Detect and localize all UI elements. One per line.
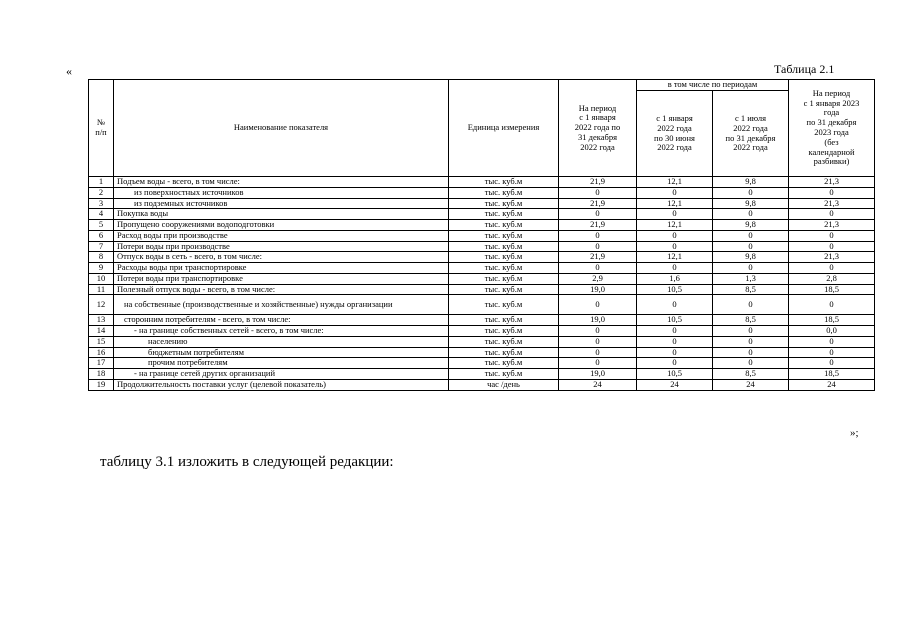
- row-number: 17: [89, 358, 114, 369]
- row-unit: тыс. куб.м: [449, 369, 559, 380]
- row-value-h1-2022: 12,1: [637, 220, 713, 231]
- row-unit: тыс. куб.м: [449, 284, 559, 295]
- row-value-2023: 0: [789, 295, 875, 315]
- row-value-h2-2022: 9,8: [713, 252, 789, 263]
- row-value-2023: 2,8: [789, 273, 875, 284]
- row-number: 1: [89, 177, 114, 188]
- row-value-2023: 0: [789, 241, 875, 252]
- row-value-2022: 19,0: [559, 284, 637, 295]
- row-unit: тыс. куб.м: [449, 326, 559, 337]
- row-value-2022: 21,9: [559, 198, 637, 209]
- row-number: 19: [89, 380, 114, 391]
- row-name: бюджетным потребителям: [114, 347, 449, 358]
- row-number: 3: [89, 198, 114, 209]
- row-value-h1-2022: 12,1: [637, 198, 713, 209]
- row-unit: тыс. куб.м: [449, 220, 559, 231]
- row-unit: тыс. куб.м: [449, 295, 559, 315]
- row-value-2023: 0: [789, 358, 875, 369]
- table-row: [89, 380, 875, 391]
- row-number: 16: [89, 347, 114, 358]
- table-row: [89, 295, 875, 315]
- header-group-periods: в том числе по периодам: [637, 80, 789, 91]
- row-value-2023: 0: [789, 230, 875, 241]
- row-value-2022: 21,9: [559, 177, 637, 188]
- row-value-2023: 18,5: [789, 284, 875, 295]
- header-name: Наименование показателя: [114, 80, 449, 177]
- row-value-h1-2022: 10,5: [637, 315, 713, 326]
- row-value-2023: 0: [789, 209, 875, 220]
- header-unit: Единица измерения: [449, 80, 559, 177]
- row-number: 9: [89, 263, 114, 274]
- row-unit: тыс. куб.м: [449, 347, 559, 358]
- row-value-2023: 0: [789, 336, 875, 347]
- row-value-2022: 0: [559, 326, 637, 337]
- row-unit: тыс. куб.м: [449, 315, 559, 326]
- row-value-2023: 21,3: [789, 198, 875, 209]
- row-number: 6: [89, 230, 114, 241]
- row-value-2023: 21,3: [789, 252, 875, 263]
- table-row: [89, 230, 875, 241]
- row-value-2023: 24: [789, 380, 875, 391]
- row-name: Потери воды при производстве: [114, 241, 449, 252]
- table-row: [89, 315, 875, 326]
- row-value-h2-2022: 0: [713, 295, 789, 315]
- table-row: [89, 369, 875, 380]
- row-value-2022: 0: [559, 230, 637, 241]
- row-name: Расходы воды при транспортировке: [114, 263, 449, 274]
- row-name: Подъем воды - всего, в том числе:: [114, 177, 449, 188]
- table-row: [89, 273, 875, 284]
- table-row: [89, 252, 875, 263]
- row-name: Полезный отпуск воды - всего, в том числе:: [114, 284, 449, 295]
- row-name: Потери воды при транспортировке: [114, 273, 449, 284]
- row-number: 5: [89, 220, 114, 231]
- row-value-2022: 21,9: [559, 220, 637, 231]
- table-row: [89, 198, 875, 209]
- row-value-h2-2022: 0: [713, 336, 789, 347]
- row-number: 4: [89, 209, 114, 220]
- row-unit: тыс. куб.м: [449, 230, 559, 241]
- row-number: 13: [89, 315, 114, 326]
- row-value-h2-2022: 8,5: [713, 284, 789, 295]
- row-name: - на границе сетей других организаций: [114, 369, 449, 380]
- row-unit: тыс. куб.м: [449, 187, 559, 198]
- row-value-2023: 0: [789, 347, 875, 358]
- row-number: 10: [89, 273, 114, 284]
- row-name: на собственные (производственные и хозяйственные) нужды организации: [114, 295, 449, 315]
- row-value-h1-2022: 0: [637, 336, 713, 347]
- row-name: Продолжительность поставки услуг (целевой показатель): [114, 380, 449, 391]
- table-caption: Таблица 2.1: [774, 62, 835, 76]
- instruction-paragraph: таблицу 3.1 изложить в следующей редакции:: [100, 454, 394, 470]
- row-value-2023: 0: [789, 263, 875, 274]
- table-row: [89, 284, 875, 295]
- row-value-2022: 0: [559, 358, 637, 369]
- row-value-2023: 21,3: [789, 220, 875, 231]
- row-value-h1-2022: 0: [637, 187, 713, 198]
- row-value-h1-2022: 0: [637, 263, 713, 274]
- row-unit: тыс. куб.м: [449, 273, 559, 284]
- table-body: [89, 177, 875, 391]
- row-value-2022: 21,9: [559, 252, 637, 263]
- row-name: Отпуск воды в сеть - всего, в том числе:: [114, 252, 449, 263]
- row-unit: тыс. куб.м: [449, 177, 559, 188]
- table-row: [89, 263, 875, 274]
- opening-quote: «: [66, 64, 72, 78]
- row-number: 14: [89, 326, 114, 337]
- row-value-h1-2022: 0: [637, 358, 713, 369]
- row-number: 7: [89, 241, 114, 252]
- row-value-h2-2022: 1,3: [713, 273, 789, 284]
- row-value-2022: 0: [559, 241, 637, 252]
- row-number: 12: [89, 295, 114, 315]
- row-number: 8: [89, 252, 114, 263]
- table-row: [89, 358, 875, 369]
- row-value-2023: 0,0: [789, 326, 875, 337]
- row-value-2022: 19,0: [559, 315, 637, 326]
- header-num: № п/п: [89, 80, 114, 177]
- row-unit: тыс. куб.м: [449, 358, 559, 369]
- table-row: [89, 336, 875, 347]
- row-value-h2-2022: 0: [713, 326, 789, 337]
- row-value-h1-2022: 12,1: [637, 177, 713, 188]
- table-row: [89, 241, 875, 252]
- row-value-h1-2022: 24: [637, 380, 713, 391]
- table-row: [89, 177, 875, 188]
- row-value-h1-2022: 1,6: [637, 273, 713, 284]
- closing-quote: »;: [850, 427, 859, 439]
- table-row: [89, 326, 875, 337]
- row-value-h1-2022: 0: [637, 241, 713, 252]
- row-value-h2-2022: 0: [713, 347, 789, 358]
- row-value-h2-2022: 8,5: [713, 315, 789, 326]
- row-value-h2-2022: 0: [713, 230, 789, 241]
- row-value-h2-2022: 0: [713, 209, 789, 220]
- row-unit: тыс. куб.м: [449, 198, 559, 209]
- row-unit: час /день: [449, 380, 559, 391]
- row-value-h2-2022: 0: [713, 263, 789, 274]
- row-value-2022: 0: [559, 347, 637, 358]
- row-value-h2-2022: 8,5: [713, 369, 789, 380]
- row-name: населению: [114, 336, 449, 347]
- row-value-2023: 21,3: [789, 177, 875, 188]
- row-value-h1-2022: 10,5: [637, 284, 713, 295]
- row-value-2023: 18,5: [789, 369, 875, 380]
- row-value-h1-2022: 0: [637, 347, 713, 358]
- table-row: [89, 220, 875, 231]
- header-half2-2022: с 1 июля 2022 года по 31 декабря 2022 года: [713, 91, 789, 177]
- row-value-h1-2022: 0: [637, 230, 713, 241]
- row-value-2022: 19,0: [559, 369, 637, 380]
- row-value-2022: 0: [559, 209, 637, 220]
- row-name: из подземных источников: [114, 198, 449, 209]
- row-value-2022: 0: [559, 187, 637, 198]
- row-name: Расход воды при производстве: [114, 230, 449, 241]
- row-value-2022: 2,9: [559, 273, 637, 284]
- row-value-2022: 24: [559, 380, 637, 391]
- row-number: 11: [89, 284, 114, 295]
- row-unit: тыс. куб.м: [449, 241, 559, 252]
- row-value-h1-2022: 12,1: [637, 252, 713, 263]
- table-row: [89, 187, 875, 198]
- row-value-2022: 0: [559, 336, 637, 347]
- table-row: [89, 209, 875, 220]
- row-value-h1-2022: 0: [637, 209, 713, 220]
- row-value-h2-2022: 0: [713, 241, 789, 252]
- row-unit: тыс. куб.м: [449, 209, 559, 220]
- row-value-h1-2022: 0: [637, 326, 713, 337]
- header-period-2022: На период с 1 января 2022 года по 31 декабря 2022 года: [559, 80, 637, 177]
- table-row: [89, 347, 875, 358]
- row-value-h1-2022: 10,5: [637, 369, 713, 380]
- row-name: Пропущено сооружениями водоподготовки: [114, 220, 449, 231]
- row-number: 2: [89, 187, 114, 198]
- indicators-table: [88, 79, 875, 391]
- row-value-h2-2022: 9,8: [713, 220, 789, 231]
- row-value-h2-2022: 0: [713, 358, 789, 369]
- row-value-2023: 18,5: [789, 315, 875, 326]
- row-name: сторонним потребителям - всего, в том числе:: [114, 315, 449, 326]
- row-value-h2-2022: 9,8: [713, 198, 789, 209]
- row-value-h2-2022: 0: [713, 187, 789, 198]
- row-value-h2-2022: 24: [713, 380, 789, 391]
- row-number: 15: [89, 336, 114, 347]
- row-value-h2-2022: 9,8: [713, 177, 789, 188]
- header-half1-2022: с 1 января 2022 года по 30 июня 2022 года: [637, 91, 713, 177]
- row-value-h1-2022: 0: [637, 295, 713, 315]
- row-value-2023: 0: [789, 187, 875, 198]
- row-unit: тыс. куб.м: [449, 252, 559, 263]
- row-unit: тыс. куб.м: [449, 263, 559, 274]
- row-unit: тыс. куб.м: [449, 336, 559, 347]
- row-name: прочим потребителям: [114, 358, 449, 369]
- row-value-2022: 0: [559, 263, 637, 274]
- row-number: 18: [89, 369, 114, 380]
- header-period-2023: На период с 1 января 2023 года по 31 декабря 2023 года (без календарной разбивки): [789, 80, 875, 177]
- row-name: - на границе собственных сетей - всего, в том числе:: [114, 326, 449, 337]
- row-name: Покупка воды: [114, 209, 449, 220]
- row-value-2022: 0: [559, 295, 637, 315]
- row-name: из поверхностных источников: [114, 187, 449, 198]
